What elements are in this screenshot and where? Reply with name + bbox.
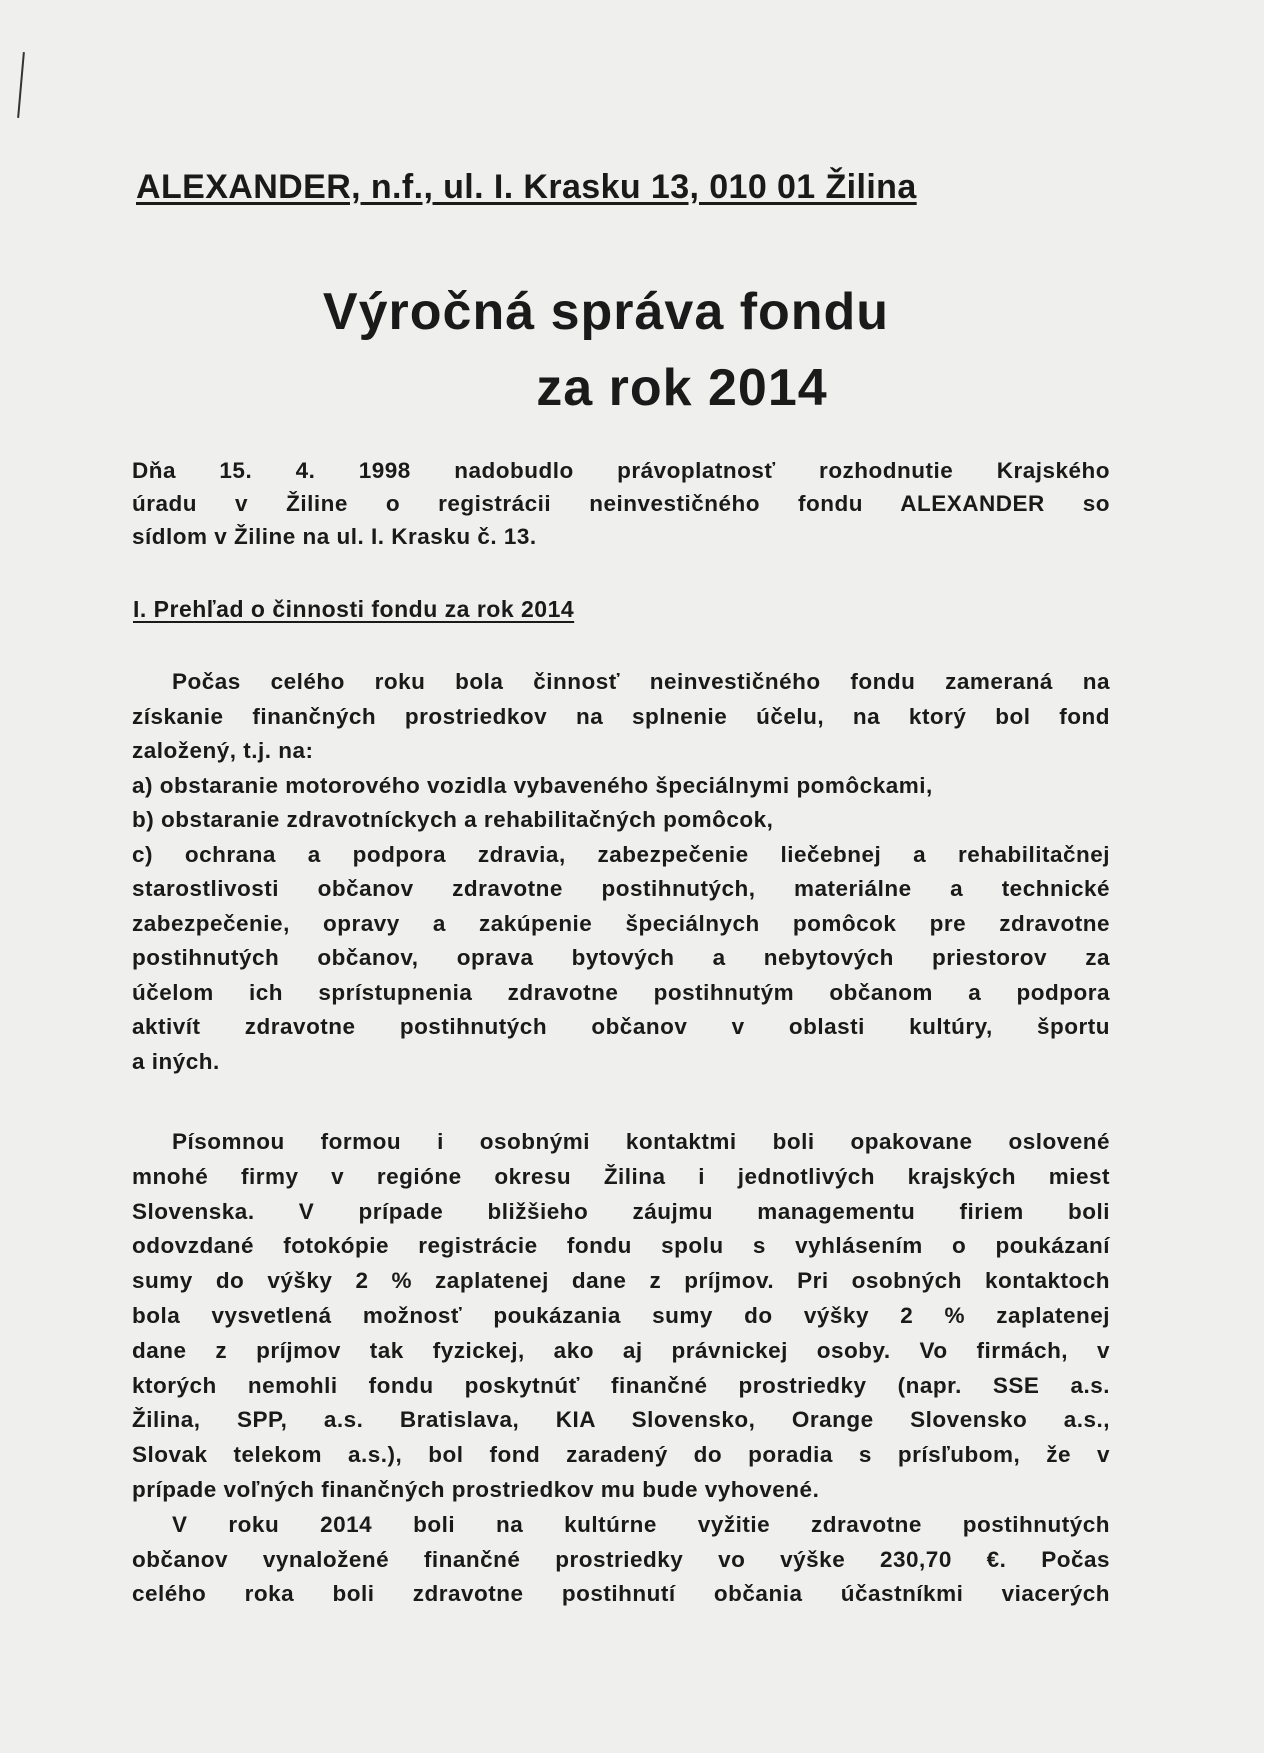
pen-mark xyxy=(17,52,25,118)
activity-paragraph xyxy=(132,665,1110,1079)
text-line: založený, t.j. na: xyxy=(132,738,314,763)
text-line: Slovak telekom a.s.), bol fond zaradený do poradia s prísľubom, že v xyxy=(132,1442,1110,1468)
text-line: zabezpečenie, opravy a zakúpenie špeciálnych pomôcok pre zdravotne xyxy=(132,910,1110,936)
section-heading: I. Prehľad o činnosti fondu za rok 2014 xyxy=(133,596,575,622)
list-item-b: b) obstaranie zdravotníckych a rehabilitačných pomôcok, xyxy=(132,807,774,832)
text-line: získanie finančných prostriedkov na splnenie účelu, na ktorý bol fond xyxy=(132,703,1110,729)
organization-header: ALEXANDER, n.f., ul. I. Krasku 13, 010 01 Žilina xyxy=(136,168,917,206)
text-line: občanov vynaložené finančné prostriedky vo výške 230,70 €. Počas xyxy=(132,1546,1110,1572)
text-line: aktivít zdravotne postihnutých občanov v oblasti kultúry, športu xyxy=(132,1014,1110,1039)
list-item-a: a) obstaranie motorového vozidla vybaveného špeciálnymi pomôckami, xyxy=(132,772,933,798)
text-line: bola vysvetlená možnosť poukázania sumy do výšky 2 % zaplatenej xyxy=(132,1302,1110,1328)
text-line: V roku 2014 boli na kultúrne vyžitie zdravotne postihnutých xyxy=(172,1511,1110,1537)
text-line: ktorých nemohli fondu poskytnúť finančné prostriedky (napr. SSE a.s. xyxy=(132,1372,1110,1398)
text-line: celého roka boli zdravotne postihnutí občania účastníkmi viacerých xyxy=(132,1581,1110,1607)
text-line: postihnutých občanov, oprava bytových a nebytových priestorov za xyxy=(132,945,1110,970)
text-line: sídlom v Žiline na ul. I. Krasku č. 13. xyxy=(132,524,537,549)
text-line: účelom ich sprístupnenia zdravotne postihnutým občanom a podpora xyxy=(132,979,1110,1005)
text-line: Písomnou formou i osobnými kontaktmi boli opakovane oslovené xyxy=(172,1129,1110,1154)
text-line: a iných. xyxy=(132,1048,220,1074)
text-line: mnohé firmy v regióne okresu Žilina i jednotlivých krajských miest xyxy=(132,1163,1110,1189)
text-line: Dňa 15. 4. 1998 nadobudlo právoplatnosť rozhodnutie Krajského xyxy=(132,458,1110,483)
text-line: Počas celého roku bola činnosť neinvestičného fondu zameraná na xyxy=(172,669,1110,694)
contact-paragraph xyxy=(132,1125,1110,1612)
text-line: sumy do výšky 2 % zaplatenej dane z príjmov. Pri osobných kontaktoch xyxy=(132,1268,1110,1294)
text-line: prípade voľných finančných prostriedkov mu bude vyhovené. xyxy=(132,1476,820,1502)
text-line: odovzdané fotokópie registrácie fondu spolu s vyhlásením o poukázaní xyxy=(132,1233,1110,1259)
text-line: Slovenska. V prípade bližšieho záujmu managementu firiem boli xyxy=(132,1198,1110,1224)
text-line: starostlivosti občanov zdravotne postihnutých, materiálne a technické xyxy=(132,876,1110,901)
text-line: Žilina, SPP, a.s. Bratislava, KIA Slovensko, Orange Slovensko a.s., xyxy=(132,1407,1110,1433)
document-title-line-1: Výročná správa fondu xyxy=(322,283,890,341)
text-line: úradu v Žiline o registrácii neinvestičného fondu ALEXANDER so xyxy=(132,491,1110,516)
document-title-line-2: za rok 2014 xyxy=(536,359,828,417)
list-item-c: c) ochrana a podpora zdravia, zabezpečenie liečebnej a rehabilitačnej xyxy=(132,841,1110,867)
text-line: dane z príjmov tak fyzickej, ako aj právnickej osoby. Vo firmách, v xyxy=(132,1337,1110,1363)
intro-paragraph xyxy=(132,454,1110,553)
